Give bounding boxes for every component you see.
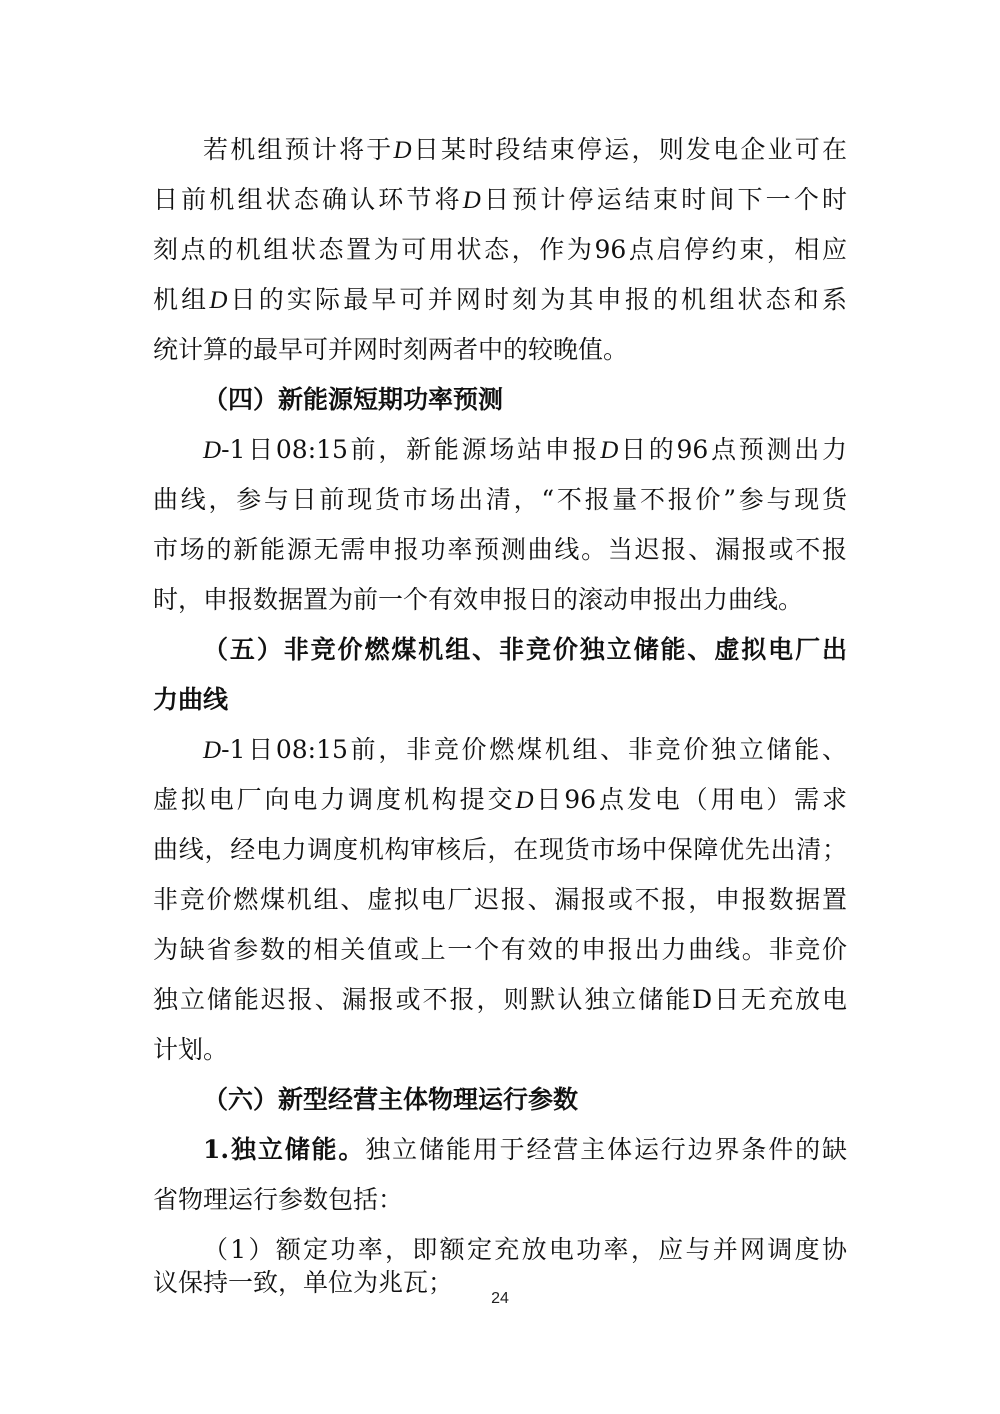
paragraph-line: 统计算的最早可并网时刻两者中的较晚值。 bbox=[153, 335, 629, 364]
page-number: 24 bbox=[491, 1290, 509, 1307]
paragraph-line: 刻点的机组状态置为可用状态，作为96点启停约束，相应 bbox=[153, 235, 847, 264]
paragraph-line: 市场的新能源无需申报功率预测曲线。当迟报、漏报或不报 bbox=[153, 535, 847, 564]
section-heading: 力曲线 bbox=[153, 685, 229, 714]
paragraph-line: D-1日08:15前，非竞价燃煤机组、非竞价独立储能、 bbox=[203, 735, 847, 764]
paragraph-line: 为缺省参数的相关值或上一个有效的申报出力曲线。非竞价 bbox=[153, 935, 847, 964]
paragraph-line: 虚拟电厂向电力调度机构提交D日96点发电（用电）需求 bbox=[153, 785, 847, 814]
paragraph-line: D-1日08:15前，新能源场站申报D日的96点预测出力 bbox=[203, 435, 848, 464]
paragraph-line: 独立储能迟报、漏报或不报，则默认独立储能D日无充放电 bbox=[153, 985, 847, 1014]
paragraph-line: 非竞价燃煤机组、虚拟电厂迟报、漏报或不报，申报数据置 bbox=[153, 885, 847, 914]
paragraph-line: 若机组预计将于D日某时段结束停运，则发电企业可在 bbox=[203, 135, 847, 164]
paragraph-line: 曲线，参与日前现货市场出清，“不报量不报价”参与现货 bbox=[153, 485, 847, 514]
section-heading: （四）新能源短期功率预测 bbox=[203, 385, 504, 414]
paragraph-line: 机组D日的实际最早可并网时刻为其申报的机组状态和系 bbox=[153, 285, 847, 314]
paragraph-line: 时，申报数据置为前一个有效申报日的滚动申报出力曲线。 bbox=[153, 585, 804, 614]
paragraph-line: （1）额定功率，即额定充放电功率，应与并网调度协 bbox=[203, 1235, 847, 1264]
paragraph-line: 计划。 bbox=[153, 1035, 229, 1064]
paragraph-line: 曲线，经电力调度机构审核后，在现货市场中保障优先出清； bbox=[153, 835, 847, 864]
section-heading: （六）新型经营主体物理运行参数 bbox=[203, 1085, 579, 1114]
section-heading: （五）非竞价燃煤机组、非竞价独立储能、虚拟电厂出 bbox=[203, 635, 847, 664]
paragraph-line: 日前机组状态确认环节将D日预计停运结束时间下一个时 bbox=[153, 185, 847, 214]
paragraph-line: 1.独立储能。独立储能用于经营主体运行边界条件的缺 bbox=[203, 1135, 847, 1164]
paragraph-line: 议保持一致，单位为兆瓦； bbox=[153, 1268, 454, 1297]
subsection-title: 1.独立储能。 bbox=[203, 1135, 366, 1164]
paragraph-line: 省物理运行参数包括： bbox=[153, 1185, 404, 1214]
